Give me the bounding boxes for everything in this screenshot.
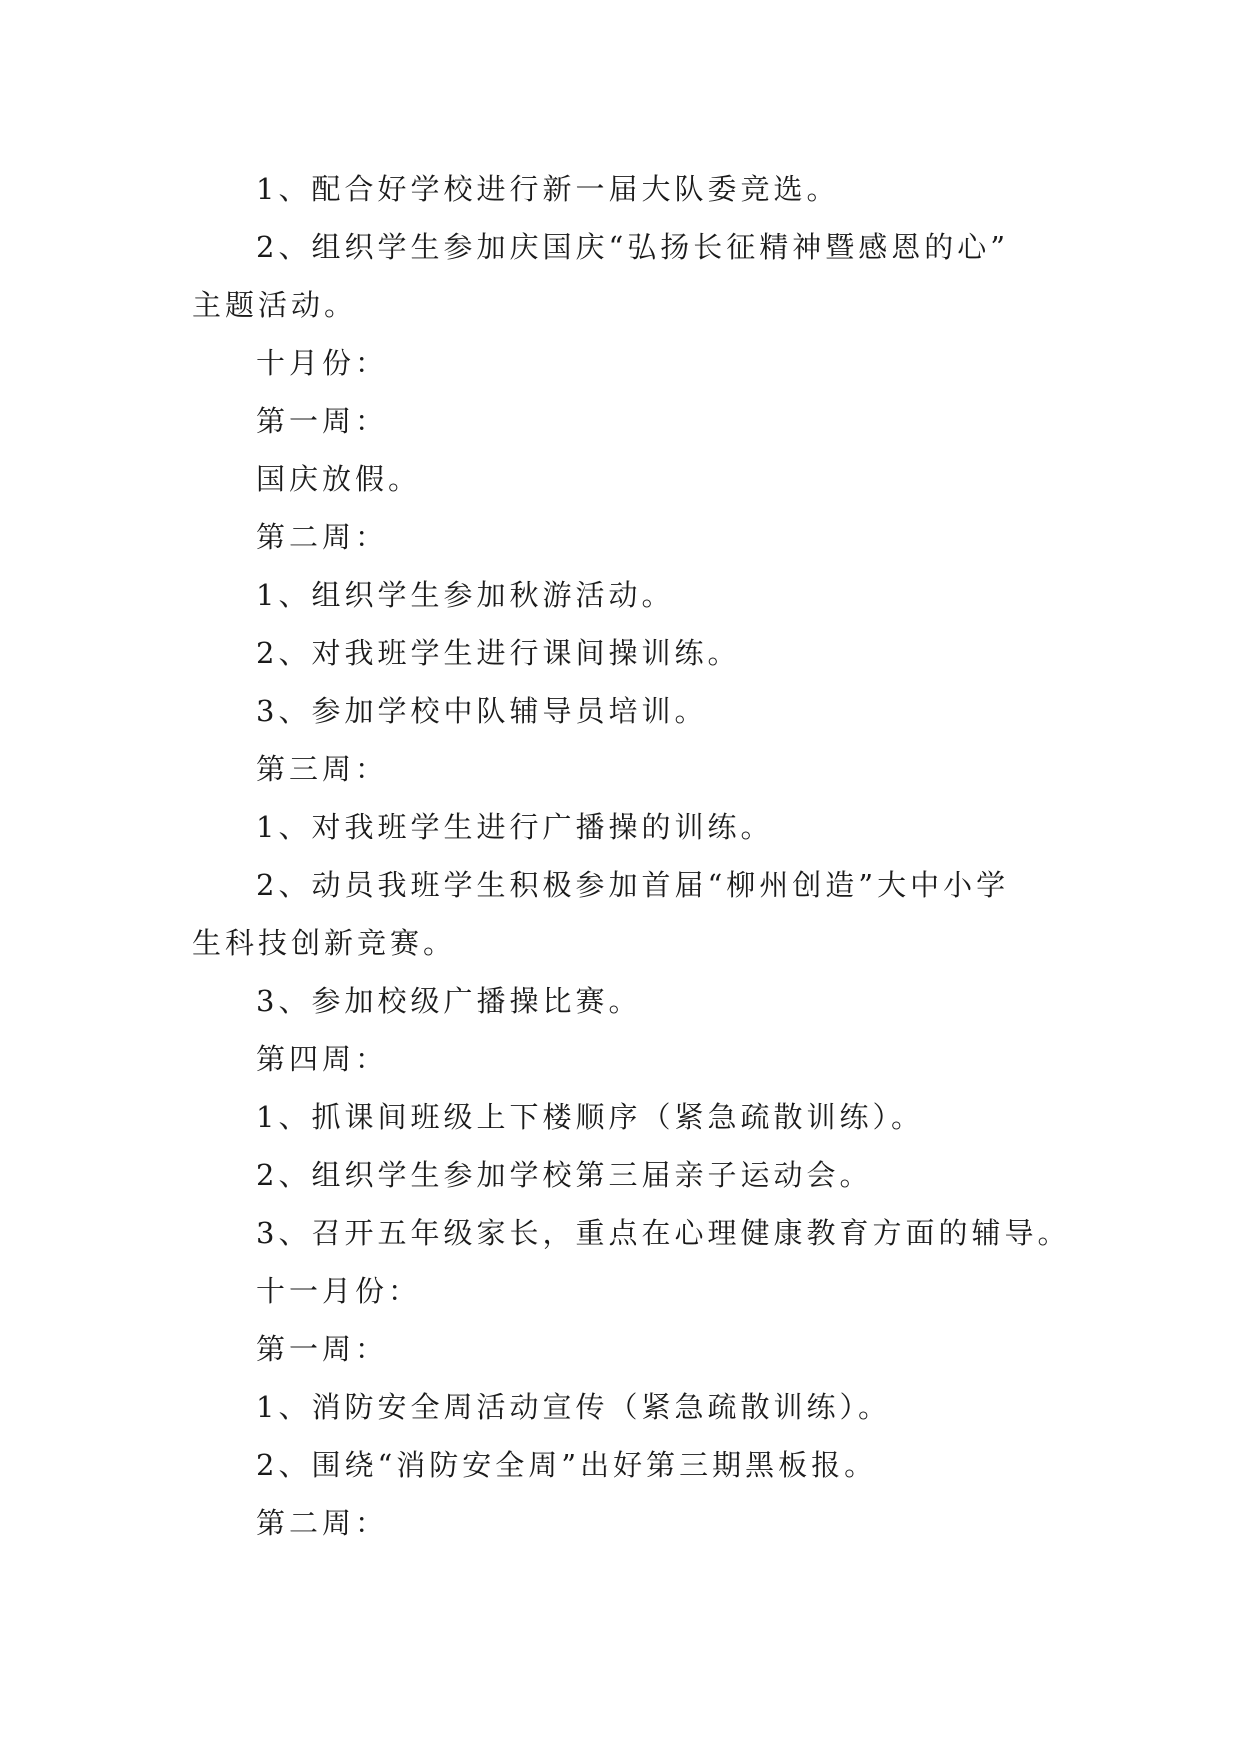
text-line: 1、抓课间班级上下楼顺序（紧急疏散训练）。: [256, 1100, 924, 1134]
text-line: 1、对我班学生进行广播操的训练。: [256, 810, 774, 844]
text-line: 主题活动。: [192, 288, 358, 322]
text-line: 2、动员我班学生积极参加首届“柳州创造”大中小学: [256, 868, 1010, 902]
week-heading: 第二周：: [256, 520, 389, 554]
week-heading: 第二周：: [256, 1506, 389, 1540]
text-line: 2、对我班学生进行课间操训练。: [256, 636, 741, 670]
week-heading: 第一周：: [256, 1332, 389, 1366]
text-line: 生科技创新竞赛。: [192, 926, 457, 960]
document-body: [192, 160, 1092, 1552]
text-line: 3、召开五年级家长，重点在心理健康教育方面的辅导。: [256, 1216, 1071, 1250]
text-line: 2、围绕“消防安全周”出好第三期黑板报。: [256, 1448, 878, 1482]
text-line: 1、消防安全周活动宣传（紧急疏散训练）。: [256, 1390, 891, 1424]
text-line: 3、参加校级广播操比赛。: [256, 984, 642, 1018]
month-heading: 十月份：: [256, 346, 389, 380]
text-line: 1、配合好学校进行新一届大队委竞选。: [256, 172, 840, 206]
week-heading: 第一周：: [256, 404, 389, 438]
month-heading: 十一月份：: [256, 1274, 422, 1308]
text-line: 国庆放假。: [256, 462, 422, 496]
text-line: 3、参加学校中队辅导员培训。: [256, 694, 708, 728]
week-heading: 第三周：: [256, 752, 389, 786]
text-line: 1、组织学生参加秋游活动。: [256, 578, 675, 612]
text-line: 2、组织学生参加庆国庆“弘扬长征精神暨感恩的心”: [256, 230, 1010, 264]
text-line: 2、组织学生参加学校第三届亲子运动会。: [256, 1158, 873, 1192]
week-heading: 第四周：: [256, 1042, 389, 1076]
